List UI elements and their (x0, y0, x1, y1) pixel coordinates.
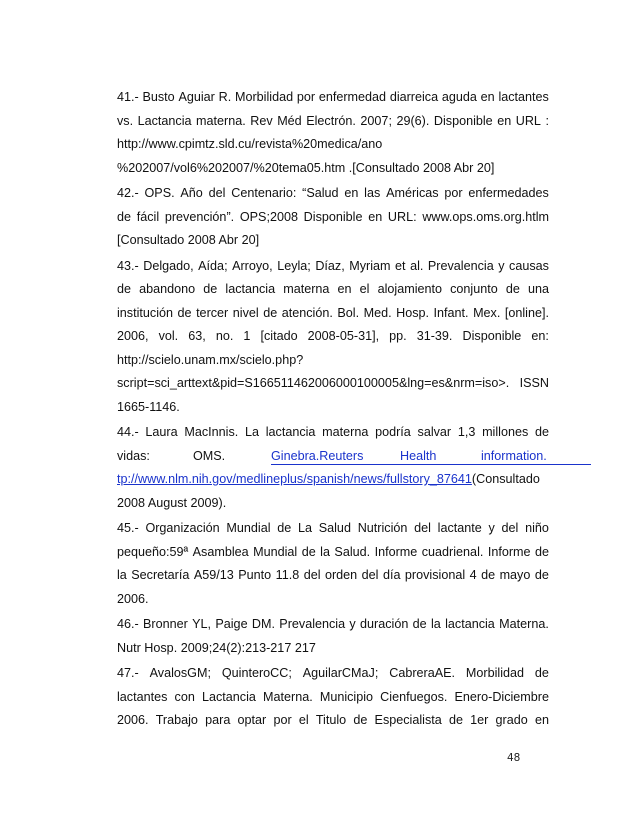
ref-41-line-3: http://www.cpimtz.sld.cu/revista%20medica/ano (117, 137, 383, 151)
word: causas (509, 258, 549, 273)
ref-43-line-4 (117, 325, 549, 349)
word: Aída; (198, 258, 228, 273)
reference-45 (117, 517, 549, 611)
word: enfermedades (468, 186, 549, 200)
word: lactantes (498, 90, 549, 104)
word: Arroyo, (232, 258, 273, 273)
word: 2008-05-31], (307, 329, 380, 343)
word: A59/13 (193, 568, 234, 582)
word: Trabajo (155, 713, 198, 727)
word: mayo (499, 568, 531, 582)
word: Nutrición (357, 521, 408, 535)
word: para (205, 713, 231, 727)
word: AguilarCMaJ; (302, 666, 379, 680)
word: de (534, 666, 549, 680)
ref-45-line-4: 2006. (117, 591, 149, 606)
word: podría (375, 425, 411, 439)
reference-47 (117, 662, 549, 733)
word: Secretaría (131, 568, 190, 582)
word: conjunto (450, 282, 498, 296)
ref-44-link-ginebra[interactable]: Ginebra.Reuters (271, 448, 364, 463)
ref-45-line-3 (117, 564, 549, 588)
word: Morbilidad (234, 90, 294, 104)
ref-43-line-5: http://scielo.unam.mx/scielo.php? (117, 352, 304, 367)
word: Año (180, 186, 203, 200)
word: Informe (487, 544, 531, 559)
word: de (412, 617, 427, 631)
word: por (273, 713, 292, 727)
word: cuadrienal. (421, 544, 484, 559)
word: QuinteroCC; (221, 666, 292, 680)
word: nivel (232, 305, 259, 320)
reference-43 (117, 255, 549, 420)
word: La (297, 521, 312, 535)
word: de (534, 425, 549, 439)
word: de (481, 568, 496, 582)
word: del (414, 521, 431, 535)
word: duración (360, 617, 409, 631)
word: lactancia (445, 617, 495, 631)
ref-42-line-3: [Consultado 2008 Abr 20] (117, 233, 260, 247)
word: Disponible (462, 329, 522, 343)
word: día (382, 568, 401, 582)
word: de (117, 282, 132, 296)
word: Punto (238, 568, 272, 582)
reference-46 (117, 613, 549, 660)
word: millones (482, 425, 529, 439)
word: de (301, 544, 316, 559)
word: lactantes (117, 689, 168, 704)
word: 2007; (360, 113, 392, 128)
word: Salud. (334, 544, 371, 559)
ref-47-line-2 (117, 686, 549, 710)
ref-43-line-3 (117, 302, 549, 326)
word: 2006. (117, 713, 149, 727)
ref-44-consultado: (Consultado (471, 472, 540, 486)
ref-47-line-3 (117, 709, 549, 733)
word: Bronner (143, 617, 188, 631)
word: del (361, 568, 379, 582)
word: et (395, 258, 406, 273)
word: vol. (158, 329, 179, 343)
word: Lactancia (201, 689, 256, 704)
ref-44-word-oms: OMS. (193, 448, 226, 463)
word: 4 (469, 568, 477, 582)
word: optar (237, 713, 267, 727)
word: enfermedad (318, 90, 387, 104)
ref-42-line-1 (117, 182, 549, 206)
word: lactante (437, 521, 482, 535)
word: Municipio (319, 689, 374, 704)
word: institución (117, 305, 174, 320)
word: de (263, 305, 278, 320)
word: 29(6). (396, 113, 430, 128)
word: 43.- (117, 258, 139, 273)
word: La (244, 425, 259, 439)
ref-44-link-information[interactable]: information. (481, 448, 547, 463)
ref-44-line-3 (117, 468, 549, 492)
word: Américas (386, 186, 439, 200)
word: Enero-Diciembre (454, 689, 549, 704)
word: la (430, 617, 441, 631)
ref-43-line-2 (117, 278, 549, 302)
ref-44-word-vidas: vidas: (117, 448, 150, 463)
word: Díaz, (315, 258, 345, 273)
word: Materna. (499, 617, 549, 631)
word: en (534, 713, 549, 727)
word: Prevalencia (427, 258, 494, 273)
ref-45-line-2 (117, 541, 549, 565)
word: Méd (277, 113, 302, 128)
word: 1er (470, 713, 489, 727)
word: de (353, 713, 368, 727)
ref-44-line-1 (117, 421, 549, 445)
word: en (337, 282, 352, 296)
word: la (320, 544, 330, 559)
word: Morbilidad (465, 666, 525, 680)
word: provisional (404, 568, 466, 582)
ref-44-link-health[interactable]: Health (400, 448, 437, 463)
word: Delgado, (143, 258, 194, 273)
word: materna. (196, 113, 246, 128)
word: materna (283, 282, 330, 296)
word: Disponible (303, 209, 363, 224)
word: Asamblea (192, 544, 249, 559)
word: diarreica (389, 90, 439, 104)
word: del (501, 521, 519, 535)
word: tercer (196, 305, 229, 320)
word: 1 (243, 329, 251, 343)
word: Hosp. (396, 305, 430, 320)
word: AvalosGM; (149, 666, 211, 680)
word: lactancia (265, 425, 316, 439)
word: URL (515, 113, 541, 128)
word: de (277, 521, 292, 535)
word: y (488, 521, 495, 535)
word: Bol. (337, 305, 360, 320)
word: [online]. (504, 305, 549, 320)
word: CabreraAE. (389, 666, 456, 680)
word: DM. (251, 617, 275, 631)
word: Disponible (433, 113, 493, 128)
ref-46-line-2: Nutr Hosp. 2009;24(2):213-217 217 (117, 640, 316, 655)
word: de (177, 305, 192, 320)
word: Prevalencia (279, 617, 346, 631)
ref-42-line-2 (117, 206, 549, 230)
word: Mundial (226, 521, 271, 535)
word: y (349, 617, 356, 631)
word: 2006, (117, 329, 149, 343)
ref-41-line-1 (117, 86, 549, 110)
word: del (208, 186, 226, 200)
word: Lactancia (137, 113, 192, 128)
word: en (497, 113, 512, 128)
word: del (303, 568, 321, 582)
references-list (117, 86, 549, 735)
word: en (368, 209, 383, 224)
reference-44 (117, 421, 549, 515)
word: orden (324, 568, 358, 582)
word: Organización (145, 521, 220, 535)
ref-43-line-7: 1665-1146. (117, 399, 180, 414)
word: www.ops.oms.org.htlm (422, 209, 549, 224)
word: MacInnis. (184, 425, 239, 439)
word: “Salud (302, 186, 339, 200)
word: Rev (250, 113, 273, 128)
word: al. (410, 258, 424, 273)
word: una (527, 282, 549, 296)
word: con (174, 689, 195, 704)
word: grado (495, 713, 528, 727)
ref-47-line-1 (117, 662, 549, 686)
word: de (534, 544, 549, 559)
word: Myriam (349, 258, 391, 273)
word: Materna. (263, 689, 313, 704)
ref-44-line-4: 2008 August 2009). (117, 495, 227, 510)
word: 45.- (117, 521, 139, 535)
word: en (344, 186, 359, 200)
word: y (498, 258, 505, 273)
ref-45-line-1 (117, 517, 549, 541)
word: de (117, 209, 132, 224)
ref-44-url-link[interactable]: tp://www.nlm.nih.gov/medlineplus/spanish/news/fullstory_87641 (117, 472, 472, 486)
word: Infant. (433, 305, 469, 320)
word: 42.- (117, 186, 139, 200)
word: 1,3 (457, 425, 476, 439)
ref-41-line-4: %202007/vol6%202007/%20tema05.htm .[Consultado 2008 Abr 20] (117, 160, 495, 175)
ref-46-line-1 (117, 613, 549, 637)
word: fácil (136, 209, 160, 224)
word: Cienfuegos. (380, 689, 448, 704)
word: prevención”. (164, 209, 235, 224)
word: 47.- (117, 666, 139, 680)
word: Mex. (473, 305, 501, 320)
word: en (480, 90, 495, 104)
word: Busto (142, 90, 175, 104)
word: niño (525, 521, 549, 535)
word: R. (218, 90, 232, 104)
word: vs. (117, 113, 134, 128)
word: Salud (318, 521, 351, 535)
ref-43-line-6 (117, 372, 549, 396)
word: 46.- (117, 617, 139, 631)
page-number: 48 (507, 752, 521, 764)
word: alojamiento (377, 282, 443, 296)
word: 63, (188, 329, 206, 343)
word: pp. (389, 329, 407, 343)
ref-44-line-2 (117, 445, 592, 469)
word: Especialista (374, 713, 442, 727)
word: aguda (441, 90, 477, 104)
word: [citado (260, 329, 298, 343)
word: en: (531, 329, 549, 343)
word: la (117, 568, 127, 582)
reference-42 (117, 182, 549, 253)
ref-41-line-2 (117, 110, 549, 134)
word: pequeño:59ª (117, 544, 189, 559)
word: 31-39. (416, 329, 453, 343)
word: OPS. (144, 186, 175, 200)
word: Centenario: (231, 186, 297, 200)
word: abandono (139, 282, 196, 296)
word: de (505, 282, 520, 296)
word: Mundial (253, 544, 298, 559)
reference-41 (117, 86, 549, 180)
word: atención. (281, 305, 333, 320)
word: el (359, 282, 370, 296)
word: Informe (374, 544, 418, 559)
word: de (203, 282, 218, 296)
word: no. (215, 329, 234, 343)
word: Electrón. (306, 113, 356, 128)
word: materna (322, 425, 369, 439)
word: por (296, 90, 316, 104)
word: de (448, 713, 463, 727)
word: el (298, 713, 309, 727)
word: 41.- (117, 90, 139, 104)
word: Aguiar (178, 90, 215, 104)
word: Laura (145, 425, 178, 439)
word: lactancia (225, 282, 276, 296)
word: URL: (387, 209, 417, 224)
ref-43-line-1 (117, 255, 549, 279)
word: Titulo (315, 713, 347, 727)
word: Paige (215, 617, 248, 631)
word: salvar (417, 425, 452, 439)
word: : (545, 113, 549, 128)
word: Leyla; (277, 258, 311, 273)
word: las (364, 186, 381, 200)
word: 44.- (117, 425, 139, 439)
word: ISSN (519, 376, 549, 390)
word: OPS;2008 (239, 209, 298, 224)
word: por (444, 186, 463, 200)
word: script=sci_arttext&pid=S166511462006000100005&lng=es&nrm=iso>. (117, 376, 510, 390)
word: Med. (363, 305, 392, 320)
word: YL, (192, 617, 212, 631)
word: 11.8 (275, 568, 300, 582)
word: de (534, 568, 549, 582)
